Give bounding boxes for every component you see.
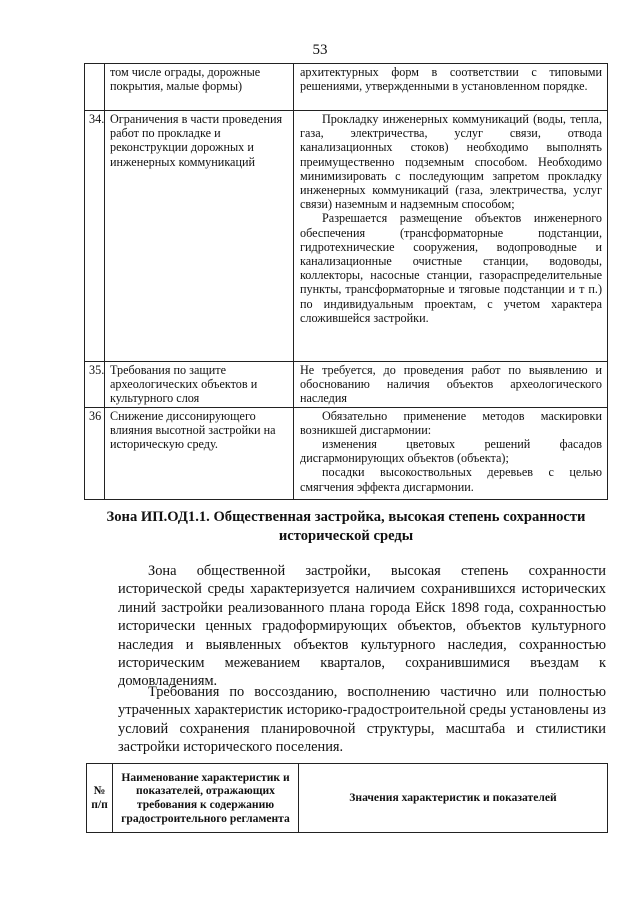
row-value [294,111,608,362]
header-values: Значения характеристик и показателей [299,764,608,833]
table-header-row [87,764,608,833]
regulation-table-header [86,763,608,833]
row-name: Снижение диссонирующего влияния высотной застройки на историческую среду. [105,407,294,499]
value-paragraph: Прокладку инженерных коммуникаций (воды, тепла, газа, электричества, услуг связи, отвода канализационных стоков) необходимо выполнять преимущественно подземным способом. Необходимо минимизировать с последующим запретом прокладку инженерных коммуникаций (газа, электричества, услуг связи) наземным и надземным способом; [300,112,602,212]
table-row [85,407,608,499]
regulation-table-continued [84,63,608,500]
header-name: Наименование характеристик и показателей, отражающих требования к содержанию градостроительного регламента [113,764,299,833]
row-number: 34. [85,111,105,362]
value-paragraph: Не требуется, до проведения работ по выявлению и обоснованию наличия объектов археологического наследия [300,363,602,406]
page-number: 53 [312,42,328,58]
value-paragraph: Разрешается размещение объектов инженерного обеспечения (трансформаторные подстанции, гидротехнические сооружения, водопроводные и канализационные очистные станции, водоводы, коллекторы, насосные станции, газораспределительные пункты, трансформаторные и тяговые подстанции и т п.) по индивидуальным проектам, с учетом характера сложившейся застройки. [300,211,602,325]
zone-description [118,562,606,691]
table-row [85,111,608,362]
value-paragraph: Обязательно применение методов маскировки возникшей дисгармонии: [300,408,602,437]
row-value [294,407,608,499]
header-number: № п/п [87,764,113,833]
row-name: Ограничения в части проведения работ по прокладке и реконструкции дорожных и инженерных коммуникаций [105,111,294,362]
zone-requirements-text [118,683,606,757]
table-row [85,362,608,408]
zone-heading: Зона ИП.ОД1.1. Общественная застройка, высокая степень сохранности исторической среды [106,509,586,544]
row-number: 36 [85,407,105,499]
paragraph: Требования по воссозданию, восполнению частично или полностью утраченных характеристик историко-градостроительной среды установлены из условий сохранения планировочной структуры, масштаба и стилистики застройки исторического поселения. [118,684,606,756]
value-paragraph: изменения цветовых решений фасадов дисгармонирующих объектов (объекта); [300,437,602,466]
row-value [294,362,608,408]
row-number: 35. [85,362,105,408]
paragraph: Зона общественной застройки, высокая степень сохранности исторической среды характеризуется наличием сохранившихся исторических линий застройки реализованного плана города Ейск 1898 года, сохранностью исторически ценных градоформирующих объектов, объектов культурного наследия и выявленных объектов культурного наследия, сохранностью историческим межеванием кварталов, сохранившимися въездам к домовладениям. [118,563,606,690]
row-name: Требования по защите археологических объектов и культурного слоя [105,362,294,408]
value-paragraph: посадки высокоствольных деревьев с целью смягчения эффекта дисгармонии. [300,465,602,494]
table-row [85,64,608,111]
value-paragraph: архитектурных форм в соответствии с типовыми решениями, утвержденными в установленном порядке. [300,65,602,94]
row-name: том числе ограды, дорожные покрытия, малые формы) [105,64,294,111]
row-value [294,64,608,111]
row-number [85,64,105,111]
